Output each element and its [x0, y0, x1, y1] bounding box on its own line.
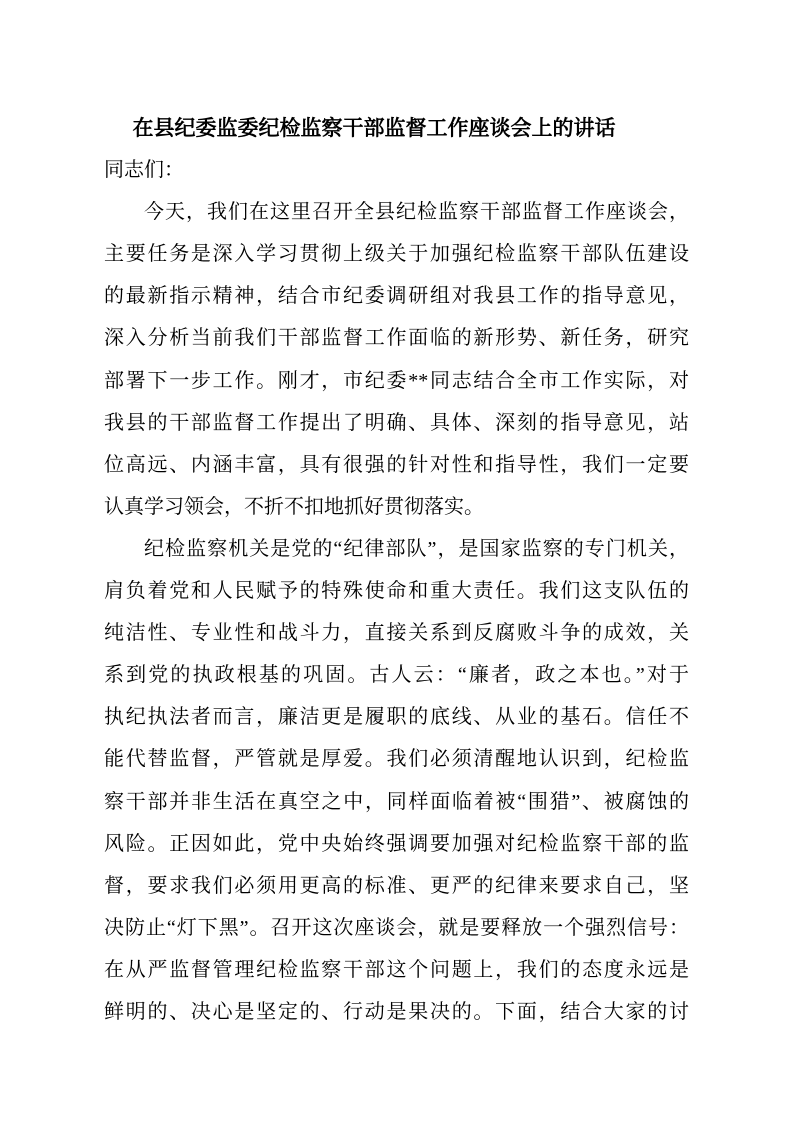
body-line: 纪检监察机关是党的“纪律部队”，是国家监察的专门机关，	[144, 537, 689, 560]
body-line: 我县的干部监督工作提出了明确、具体、深刻的指导意见，站	[104, 411, 689, 434]
body-line: 的最新指示精神，结合市纪委调研组对我县工作的指导意见，	[104, 285, 689, 308]
document-body	[104, 191, 689, 1033]
body-line: 今天，我们在这里召开全县纪检监察干部监督工作座谈会，	[144, 201, 689, 224]
body-line: 认真学习领会，不折不扣地抓好贯彻落实。	[104, 495, 484, 518]
body-line: 决防止“灯下黑”。召开这次座谈会，就是要释放一个强烈信号：	[104, 916, 689, 939]
document-content	[104, 107, 689, 1033]
body-line: 肩负着党和人民赋予的特殊使命和重大责任。我们这支队伍的	[104, 580, 689, 603]
body-line: 深入分析当前我们干部监督工作面临的新形势、新任务，研究	[104, 327, 689, 350]
document-title: 在县纪委监委纪检监察干部监督工作座谈会上的讲话	[132, 116, 616, 140]
salutation: 同志们：	[104, 159, 184, 182]
body-line: 执纪执法者而言，廉洁更是履职的底线、从业的基石。信任不	[104, 706, 689, 729]
body-line: 系到党的执政根基的巩固。古人云：“廉者，政之本也。”对于	[104, 664, 689, 687]
body-line: 风险。正因如此，党中央始终强调要加强对纪检监察干部的监	[104, 832, 689, 855]
body-line: 察干部并非生活在真空之中，同样面临着被“围猎”、被腐蚀的	[104, 790, 689, 813]
body-line: 鲜明的、决心是坚定的、行动是果决的。下面，结合大家的讨	[104, 1000, 689, 1023]
body-line: 在从严监督管理纪检监察干部这个问题上，我们的态度永远是	[104, 958, 689, 981]
body-line: 部署下一步工作。刚才，市纪委**同志结合全市工作实际，对	[104, 369, 689, 392]
body-line: 督，要求我们必须用更高的标准、更严的纪律来要求自己，坚	[104, 874, 689, 897]
body-line: 主要任务是深入学习贯彻上级关于加强纪检监察干部队伍建设	[104, 243, 689, 266]
body-line: 位高远、内涵丰富，具有很强的针对性和指导性，我们一定要	[104, 453, 689, 476]
body-line: 能代替监督，严管就是厚爱。我们必须清醒地认识到，纪检监	[104, 748, 689, 771]
body-line: 纯洁性、专业性和战斗力，直接关系到反腐败斗争的成效，关	[104, 622, 689, 645]
